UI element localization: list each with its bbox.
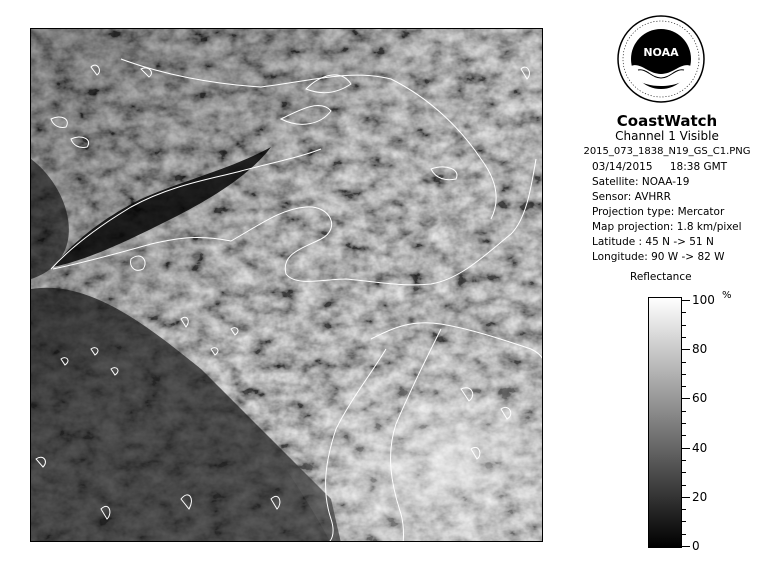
colorbar-minor-tick	[682, 497, 690, 498]
map-projection-line: Map projection: 1.8 km/pixel	[592, 221, 742, 233]
noaa-logo-icon	[616, 14, 706, 104]
projection-type-line: Projection type: Mercator	[592, 206, 725, 218]
colorbar-minor-tick	[682, 460, 686, 461]
colorbar-minor-tick	[682, 374, 686, 375]
colorbar-tick-label: 100	[692, 293, 715, 307]
colorbar-minor-tick	[682, 472, 686, 473]
metadata-block	[592, 160, 742, 265]
colorbar-minor-tick	[682, 312, 686, 313]
colorbar-tick-label: 40	[692, 441, 708, 455]
acquisition-date: 03/14/2015	[592, 161, 653, 173]
colorbar-minor-tick	[682, 362, 686, 363]
colorbar-minor-tick	[682, 546, 690, 547]
latitude-line: Latitude : 45 N -> 51 N	[592, 236, 714, 248]
colorbar-tick-label: 60	[692, 391, 708, 405]
colorbar-tick-label: 0	[692, 539, 700, 553]
colorbar-minor-tick	[682, 325, 686, 326]
colorbar-minor-tick	[682, 411, 686, 412]
colorbar-minor-tick	[682, 435, 686, 436]
colorbar-tick-label: 80	[692, 342, 708, 356]
colorbar-minor-tick	[682, 485, 686, 486]
satellite-image-map	[30, 28, 543, 542]
colorbar-minor-tick	[682, 349, 690, 350]
satellite-imagery-svg	[31, 29, 543, 542]
longitude-line: Longitude: 90 W -> 82 W	[592, 251, 725, 263]
sensor-line: Sensor: AVHRR	[592, 191, 671, 203]
acquisition-datetime	[592, 160, 742, 175]
noaa-logo	[616, 14, 706, 104]
colorbar-label: Reflectance	[630, 271, 692, 283]
satellite-line: Satellite: NOAA-19	[592, 176, 690, 188]
logo-center-text: NOAA	[643, 46, 679, 59]
colorbar-minor-tick	[682, 398, 690, 399]
reflectance-colorbar	[648, 297, 682, 548]
acquisition-time: 18:38 GMT	[669, 161, 728, 173]
colorbar-tick-label: 20	[692, 490, 708, 504]
colorbar-minor-tick	[682, 448, 690, 449]
colorbar-minor-tick	[682, 534, 686, 535]
colorbar-minor-tick	[682, 337, 686, 338]
colorbar-unit: %	[722, 290, 732, 301]
colorbar-minor-tick	[682, 300, 690, 301]
colorbar-minor-tick	[682, 509, 686, 510]
product-filename: 2015_073_1838_N19_GS_C1.PNG	[583, 146, 751, 157]
colorbar-minor-tick	[682, 521, 686, 522]
colorbar-minor-tick	[682, 423, 686, 424]
product-title: CoastWatch	[616, 112, 718, 130]
colorbar-minor-tick	[682, 386, 686, 387]
product-channel: Channel 1 Visible	[615, 129, 719, 143]
